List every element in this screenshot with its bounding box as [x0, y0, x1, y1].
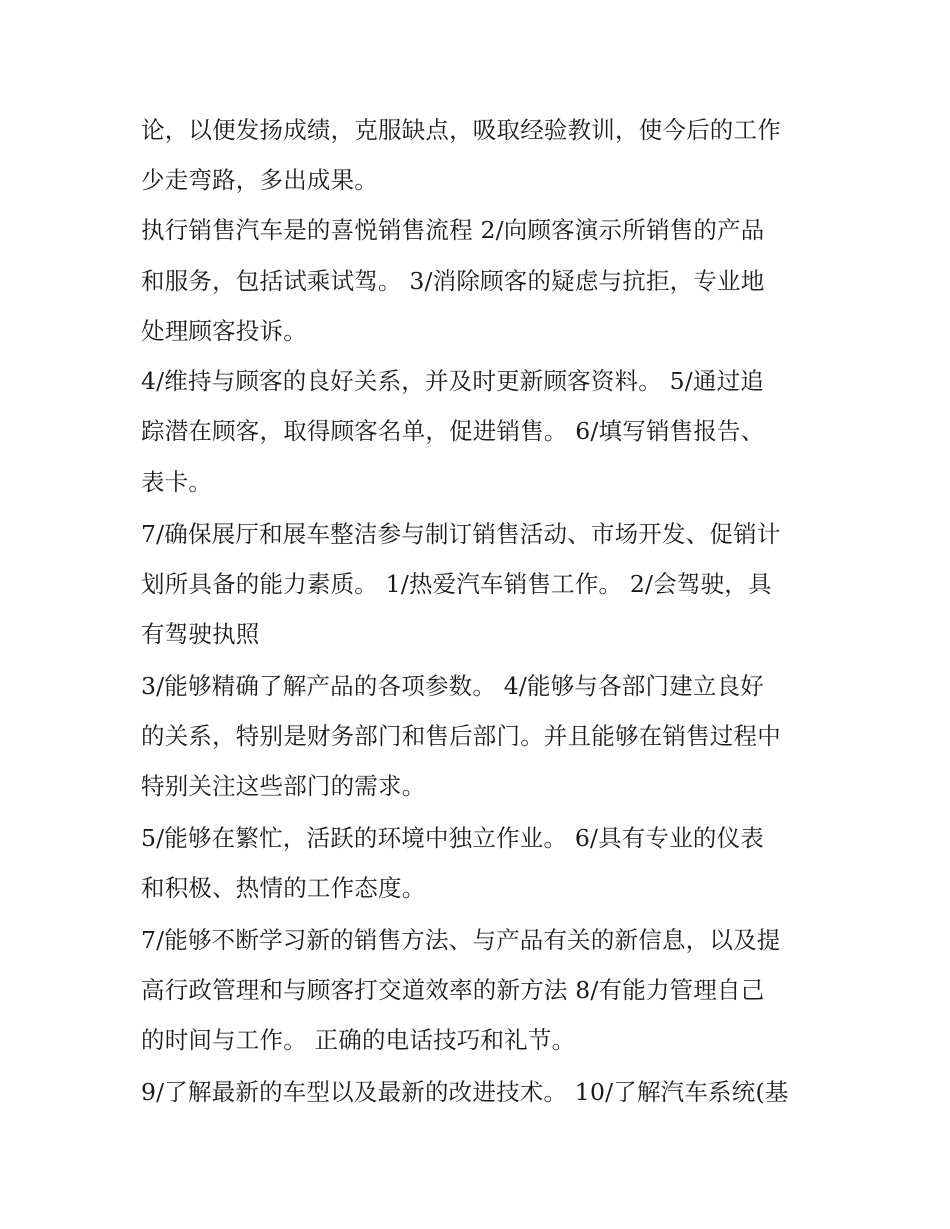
text-line: 4/维持与顾客的良好关系，并及时更新顾客资料。 5/通过追	[141, 367, 765, 395]
text-line: 的时间与工作。 正确的电话技巧和礼节。	[141, 1026, 576, 1054]
text-line: 3/能够精确了解产品的各项参数。 4/能够与各部门建立良好	[141, 672, 765, 700]
text-line: 处理顾客投诉。	[141, 317, 307, 345]
text-line: 和积极、热情的工作态度。	[141, 874, 426, 902]
text-line: 论，以便发扬成绩，克服缺点，吸取经验教训，使今后的工作	[141, 116, 781, 144]
text-line: 7/确保展厅和展车整洁参与制订销售活动、市场开发、促销计	[141, 520, 781, 548]
text-line: 特别关注这些部门的需求。	[141, 772, 426, 800]
text-line: 表卡。	[141, 468, 213, 496]
text-line: 9/了解最新的车型以及最新的改进技术。 10/了解汽车系统(基	[141, 1078, 789, 1106]
text-line: 执行销售汽车是的喜悦销售流程 2/向顾客演示所销售的产品	[141, 216, 765, 244]
text-line: 高行政管理和与顾客打交道效率的新方法 8/有能力管理自己	[141, 976, 765, 1004]
text-line: 少走弯路，多出成果。	[141, 166, 378, 194]
text-line: 和服务，包括试乘试驾。 3/消除顾客的疑虑与抗拒，专业地	[141, 267, 765, 295]
text-line: 5/能够在繁忙，活跃的环境中独立作业。 6/具有专业的仪表	[141, 824, 765, 852]
text-line: 踪潜在顾客，取得顾客名单，促进销售。 6/填写销售报告、	[141, 417, 765, 445]
text-line: 的关系，特别是财务部门和售后部门。并且能够在销售过程中	[141, 722, 781, 750]
text-line: 7/能够不断学习新的销售方法、与产品有关的新信息，以及提	[141, 926, 781, 954]
text-line: 有驾驶执照	[141, 620, 260, 648]
text-line: 划所具备的能力素质。 1/热爱汽车销售工作。 2/会驾驶，具	[141, 570, 772, 598]
